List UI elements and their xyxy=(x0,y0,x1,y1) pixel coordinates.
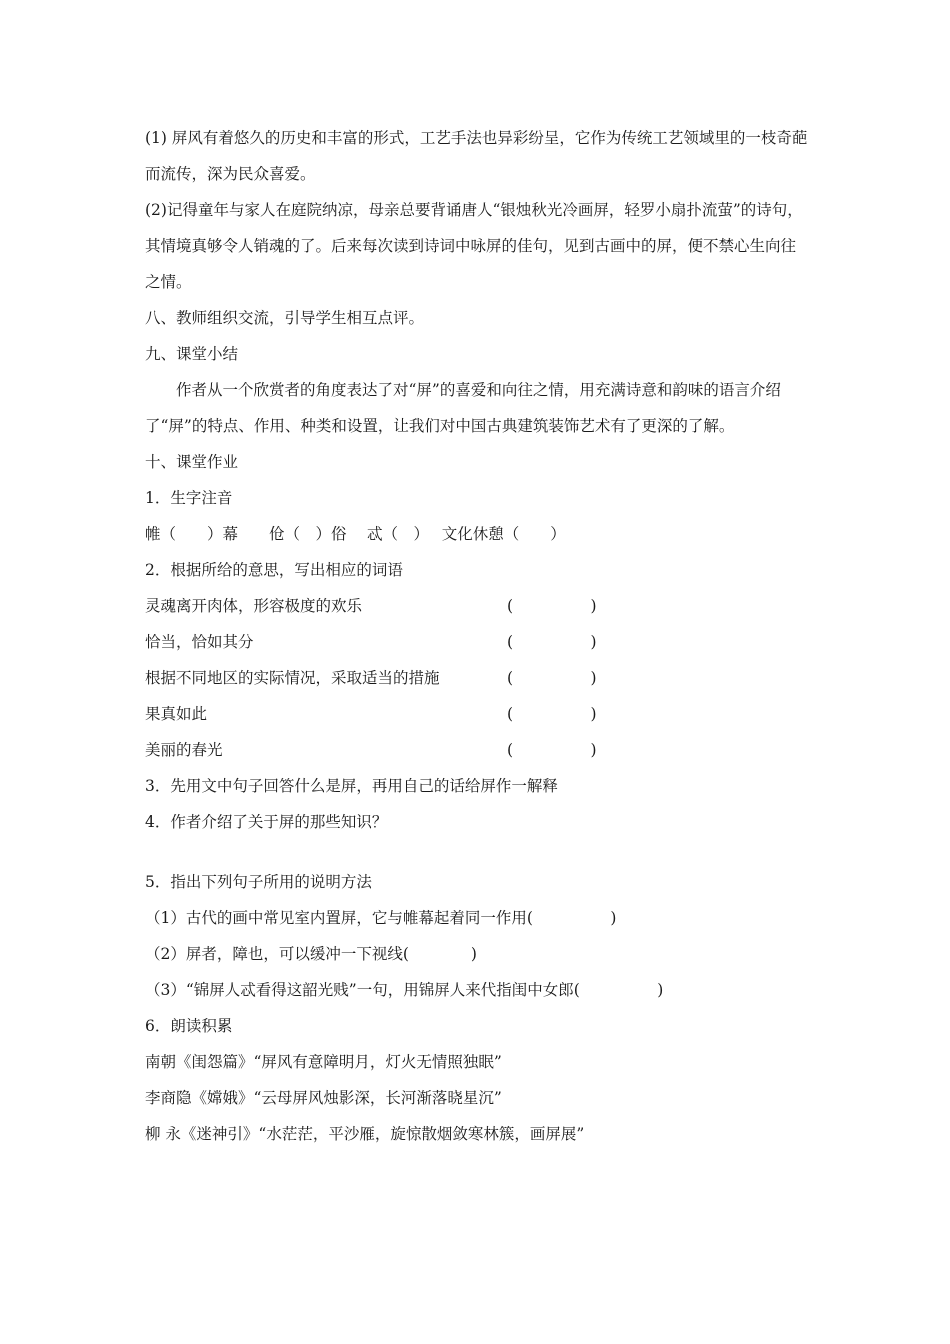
pinyin-item: 伧（ ）俗 xyxy=(269,525,347,543)
answer-blank: ( ) xyxy=(507,705,597,723)
definition-text: 果真如此 xyxy=(145,705,208,723)
paragraph-1: (1) 屏风有着悠久的历史和丰富的形式，工艺手法也异彩纷呈，它作为传统工艺领域里的一枝奇葩而流传，深为民众喜爱。 xyxy=(145,129,808,183)
definition-row xyxy=(145,696,810,732)
answer-blank: ( ) xyxy=(507,633,597,651)
question-5-item: （2）屏者，障也，可以缓冲一下视线( ) xyxy=(145,945,477,963)
paragraph-2: (2)记得童年与家人在庭院纳凉，母亲总要背诵唐人“银烛秋光冷画屏，轻罗小扇扑流萤”的诗句，其情境真够令人销魂的了。后来每次读到诗词中咏屏的佳句，见到古画中的屏，便不禁心生向往之情。 xyxy=(145,201,803,291)
answer-blank: ( ) xyxy=(507,669,597,687)
pinyin-item: 帷（ ）幕 xyxy=(145,525,239,543)
heading-8: 八、教师组织交流，引导学生相互点评。 xyxy=(145,309,425,327)
definition-row xyxy=(145,660,810,696)
definition-text: 灵魂离开肉体，形容极度的欢乐 xyxy=(145,597,363,615)
poem-line: 李商隐《嫦娥》“云母屏风烛影深，长河渐落晓星沉” xyxy=(145,1089,502,1107)
answer-space xyxy=(145,840,810,864)
question-4: 4．作者介绍了关于屏的那些知识？ xyxy=(145,813,388,831)
document-body xyxy=(145,120,810,1152)
question-6-title: 6．朗读积累 xyxy=(145,1017,233,1035)
poem-line: 柳 永《迷神引》“水茫茫，平沙雁，旋惊散烟敛寒林簇，画屏展” xyxy=(145,1125,585,1143)
definition-row xyxy=(145,588,810,624)
answer-blank: ( ) xyxy=(507,741,597,759)
question-3: 3．先用文中句子回答什么是屏，再用自己的话给屏作一解释 xyxy=(145,777,558,795)
summary-paragraph: 作者从一个欣赏者的角度表达了对“屏”的喜爱和向往之情，用充满诗意和韵味的语言介绍了“屏”的特点、作用、种类和设置，让我们对中国古典建筑装饰艺术有了更深的了解。 xyxy=(145,381,781,435)
definition-text: 恰当，恰如其分 xyxy=(145,633,254,651)
heading-9: 九、课堂小结 xyxy=(145,345,239,363)
question-5-item: （3）“锦屏人忒看得这韶光贱”一句，用锦屏人来代指闺中女郎( ) xyxy=(145,981,664,999)
heading-10: 十、课堂作业 xyxy=(145,453,239,471)
definition-row xyxy=(145,624,810,660)
definition-text: 根据不同地区的实际情况，采取适当的措施 xyxy=(145,669,440,687)
question-5-item: （1）古代的画中常见室内置屏，它与帷幕起着同一作用( ) xyxy=(145,909,617,927)
question-5-title: 5．指出下列句子所用的说明方法 xyxy=(145,873,372,891)
question-2-title: 2．根据所给的意思，写出相应的词语 xyxy=(145,561,403,579)
definition-row xyxy=(145,732,810,768)
question-1-title: 1．生字注音 xyxy=(145,489,233,507)
definition-text: 美丽的春光 xyxy=(145,741,223,759)
answer-blank: ( ) xyxy=(507,597,597,615)
pinyin-item: 忒（ ） xyxy=(366,525,422,543)
question-1-items xyxy=(145,516,810,552)
poem-line: 南朝《闺怨篇》“屏风有意障明月，灯火无情照独眠” xyxy=(145,1053,502,1071)
pinyin-item: 文化休憩（ ） xyxy=(441,525,566,543)
